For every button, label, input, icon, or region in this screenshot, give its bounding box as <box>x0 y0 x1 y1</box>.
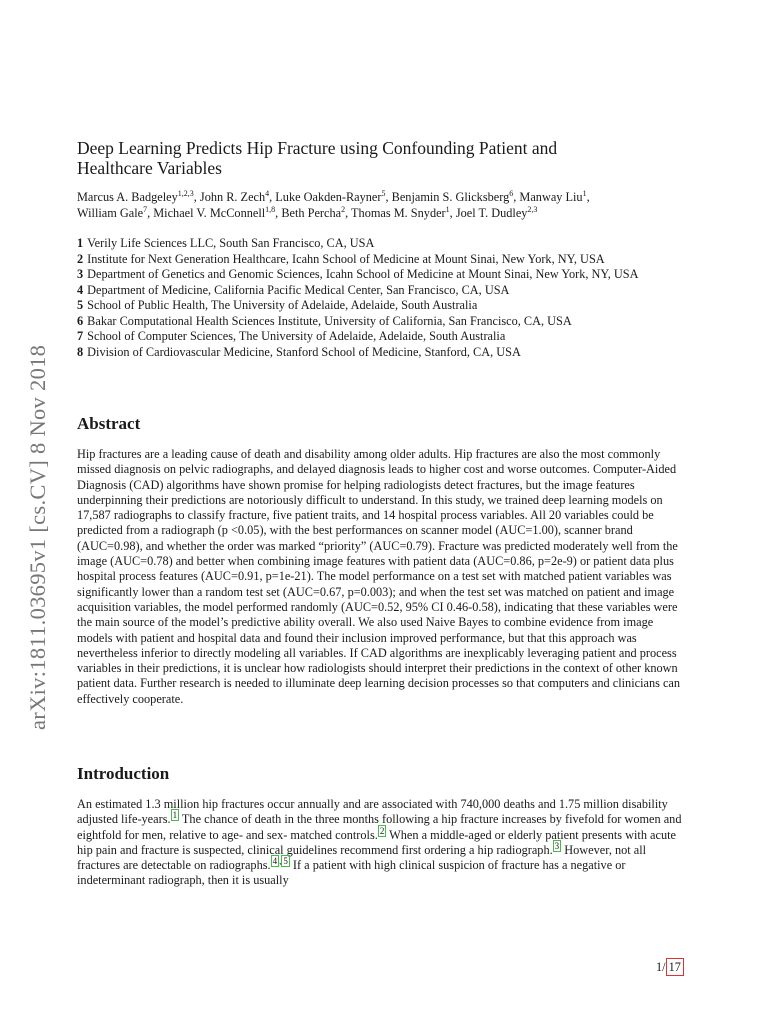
author: Luke Oakden-Rayner$^5$ <box>275 188 386 204</box>
abstract-heading: Abstract <box>77 414 141 433</box>
author: Benjamin S. Glicksberg$^6$ <box>391 188 514 204</box>
title-line-2: Healthcare Variables <box>77 158 222 178</box>
citation-link[interactable]: 1 <box>172 810 178 821</box>
affiliation: 4 Department of Medicine, California Pacific Medical Center, San Francisco, CA, USA <box>77 282 510 297</box>
author: Manway Liu$^1$ <box>519 188 587 204</box>
affiliation: 2 Institute for Next Generation Healthcare, Icahn School of Medicine at Mount Sinai, New York, NY, USA <box>77 251 605 266</box>
total-pages-link[interactable]: 17 <box>666 958 684 976</box>
author: Thomas M. Snyder$^1$ <box>351 204 450 220</box>
title-line-1: Deep Learning Predicts Hip Fracture using Confounding Patient and <box>77 138 558 158</box>
affiliation-list <box>77 236 687 360</box>
affiliation: 7 School of Computer Sciences, The University of Adelaide, Adelaide, South Australia <box>77 329 506 343</box>
affiliation: 1 Verily Life Sciences LLC, South San Francisco, CA, USA <box>77 236 375 250</box>
author: Marcus A. Badgeley$^{1,2,3}$ <box>77 188 194 204</box>
citation-link[interactable]: 5 <box>283 856 288 867</box>
affiliation: 3 Department of Genetics and Genomic Sciences, Icahn School of Medicine at Mount Sinai, New York, NY, USA <box>77 267 639 281</box>
citation-link[interactable]: 4 <box>272 856 278 867</box>
citation-link[interactable]: 3 <box>554 840 560 851</box>
paper-title <box>77 138 677 178</box>
author: Joel T. Dudley$^{2,3}$ <box>455 204 538 220</box>
author: John R. Zech$^4$ <box>199 188 270 204</box>
introduction-body: An estimated 1.3 million hip fractures occur annually and are associated with 740,000 deaths and 1.75 million disability adjusted life-years. $^1$ The chance of death in the three months following a hip fracture increases by fivefold for women and eightfold for men, relative to age- and sex- matched controls. $^2$ When a middle-aged or elderly patient presents with acute hip pain and fracture is suspected, clinical guidelines recommend first ordering a hip radiograph. $^3$ However, not all fractures are detectable on radiographs. $^4$ , $^5$ If a patient with high clinical suspicion of fracture has a negative or indeterminant radiograph, then it is usually <box>77 797 682 888</box>
author: Beth Percha$^2$ <box>281 204 346 220</box>
affiliation: 8 Division of Cardiovascular Medicine, Stanford School of Medicine, Stanford, CA, USA <box>77 344 521 359</box>
citation-link[interactable]: 2 <box>379 825 385 836</box>
abstract-body: Hip fractures are a leading cause of death and disability among older adults. Hip fractures are also the most commonly missed diagnosis on pelvic radiographs, and delayed diagnosis leads to higher cost and worse outcomes. Computer-Aided Diagnosis (CAD) algorithms have shown promise for helping radiologists detect fractures, but the image features underpinning their predictions are notoriously difficult to understand. In this study, we trained deep learning models on 17,587 radiographs to classify fracture, five patient traits, and 14 hospital process variables. All 20 variables could be predicted from a radiograph (p <0.05), with the best performances on scanner model (AUC=1.00), scanner brand (AUC=0.98), and whether the order was marked “priority” (AUC=0.79). Fracture was predicted moderately well from the image (AUC=0.78) and better when combining image features with patient data (AUC=0.86, p=2e-9) or patient data plus hospital process features (AUC=0.91, p=1e-21). The model performance on a test set with matched patient variables was significantly lower than a random test set (AUC=0.67, p=0.003); and when the test set was matched on patient and image acquisition variables, the model performed randomly (AUC=0.52, 95% CI 0.46-0.58), indicating that these variables were the main source of the model’s predictive ability overall. We also used Naive Bayes to combine evidence from image models with patient and hospital data and found their inclusion improved performance, but that this approach was nevertheless inferior to directly modeling all variables. If CAD algorithms are inexplicably leveraging patient and process variables in their predictions, it is unclear how radiologists should interpret their predictions in the context of other known patient data. Further research is needed to illuminate deep learning decision processes so that computers and clinicians can effectively cooperate. <box>77 447 681 706</box>
introduction-heading: Introduction <box>77 764 170 783</box>
author: Michael V. McConnell$^{1,8}$ <box>153 204 276 220</box>
author: William Gale$^7$ <box>77 204 148 220</box>
author-list: Marcus A. Badgeley$^{1,2,3}$, John R. Zech$^4$, Luke Oakden-Rayner$^5$, Benjamin S. Glicksberg$^6$, Manway Liu$^1$, William Gale$^7$, Michael V. McConnell$^{1,8}$, Beth Percha$^2$, Thomas M. Snyder$^1$, Joel T. Dudley$^{2,3}$ <box>77 188 590 220</box>
affiliation: 6 Bakar Computational Health Sciences Institute, University of California, San Francisco, CA, USA <box>77 313 572 328</box>
arxiv-sidebar-stamp: arXiv:1811.03695v1 [cs.CV] 8 Nov 2018 <box>25 344 50 730</box>
page-number: 1/ 17 <box>656 960 684 975</box>
affiliation: 5 School of Public Health, The University of Adelaide, Adelaide, South Australia <box>77 298 478 312</box>
